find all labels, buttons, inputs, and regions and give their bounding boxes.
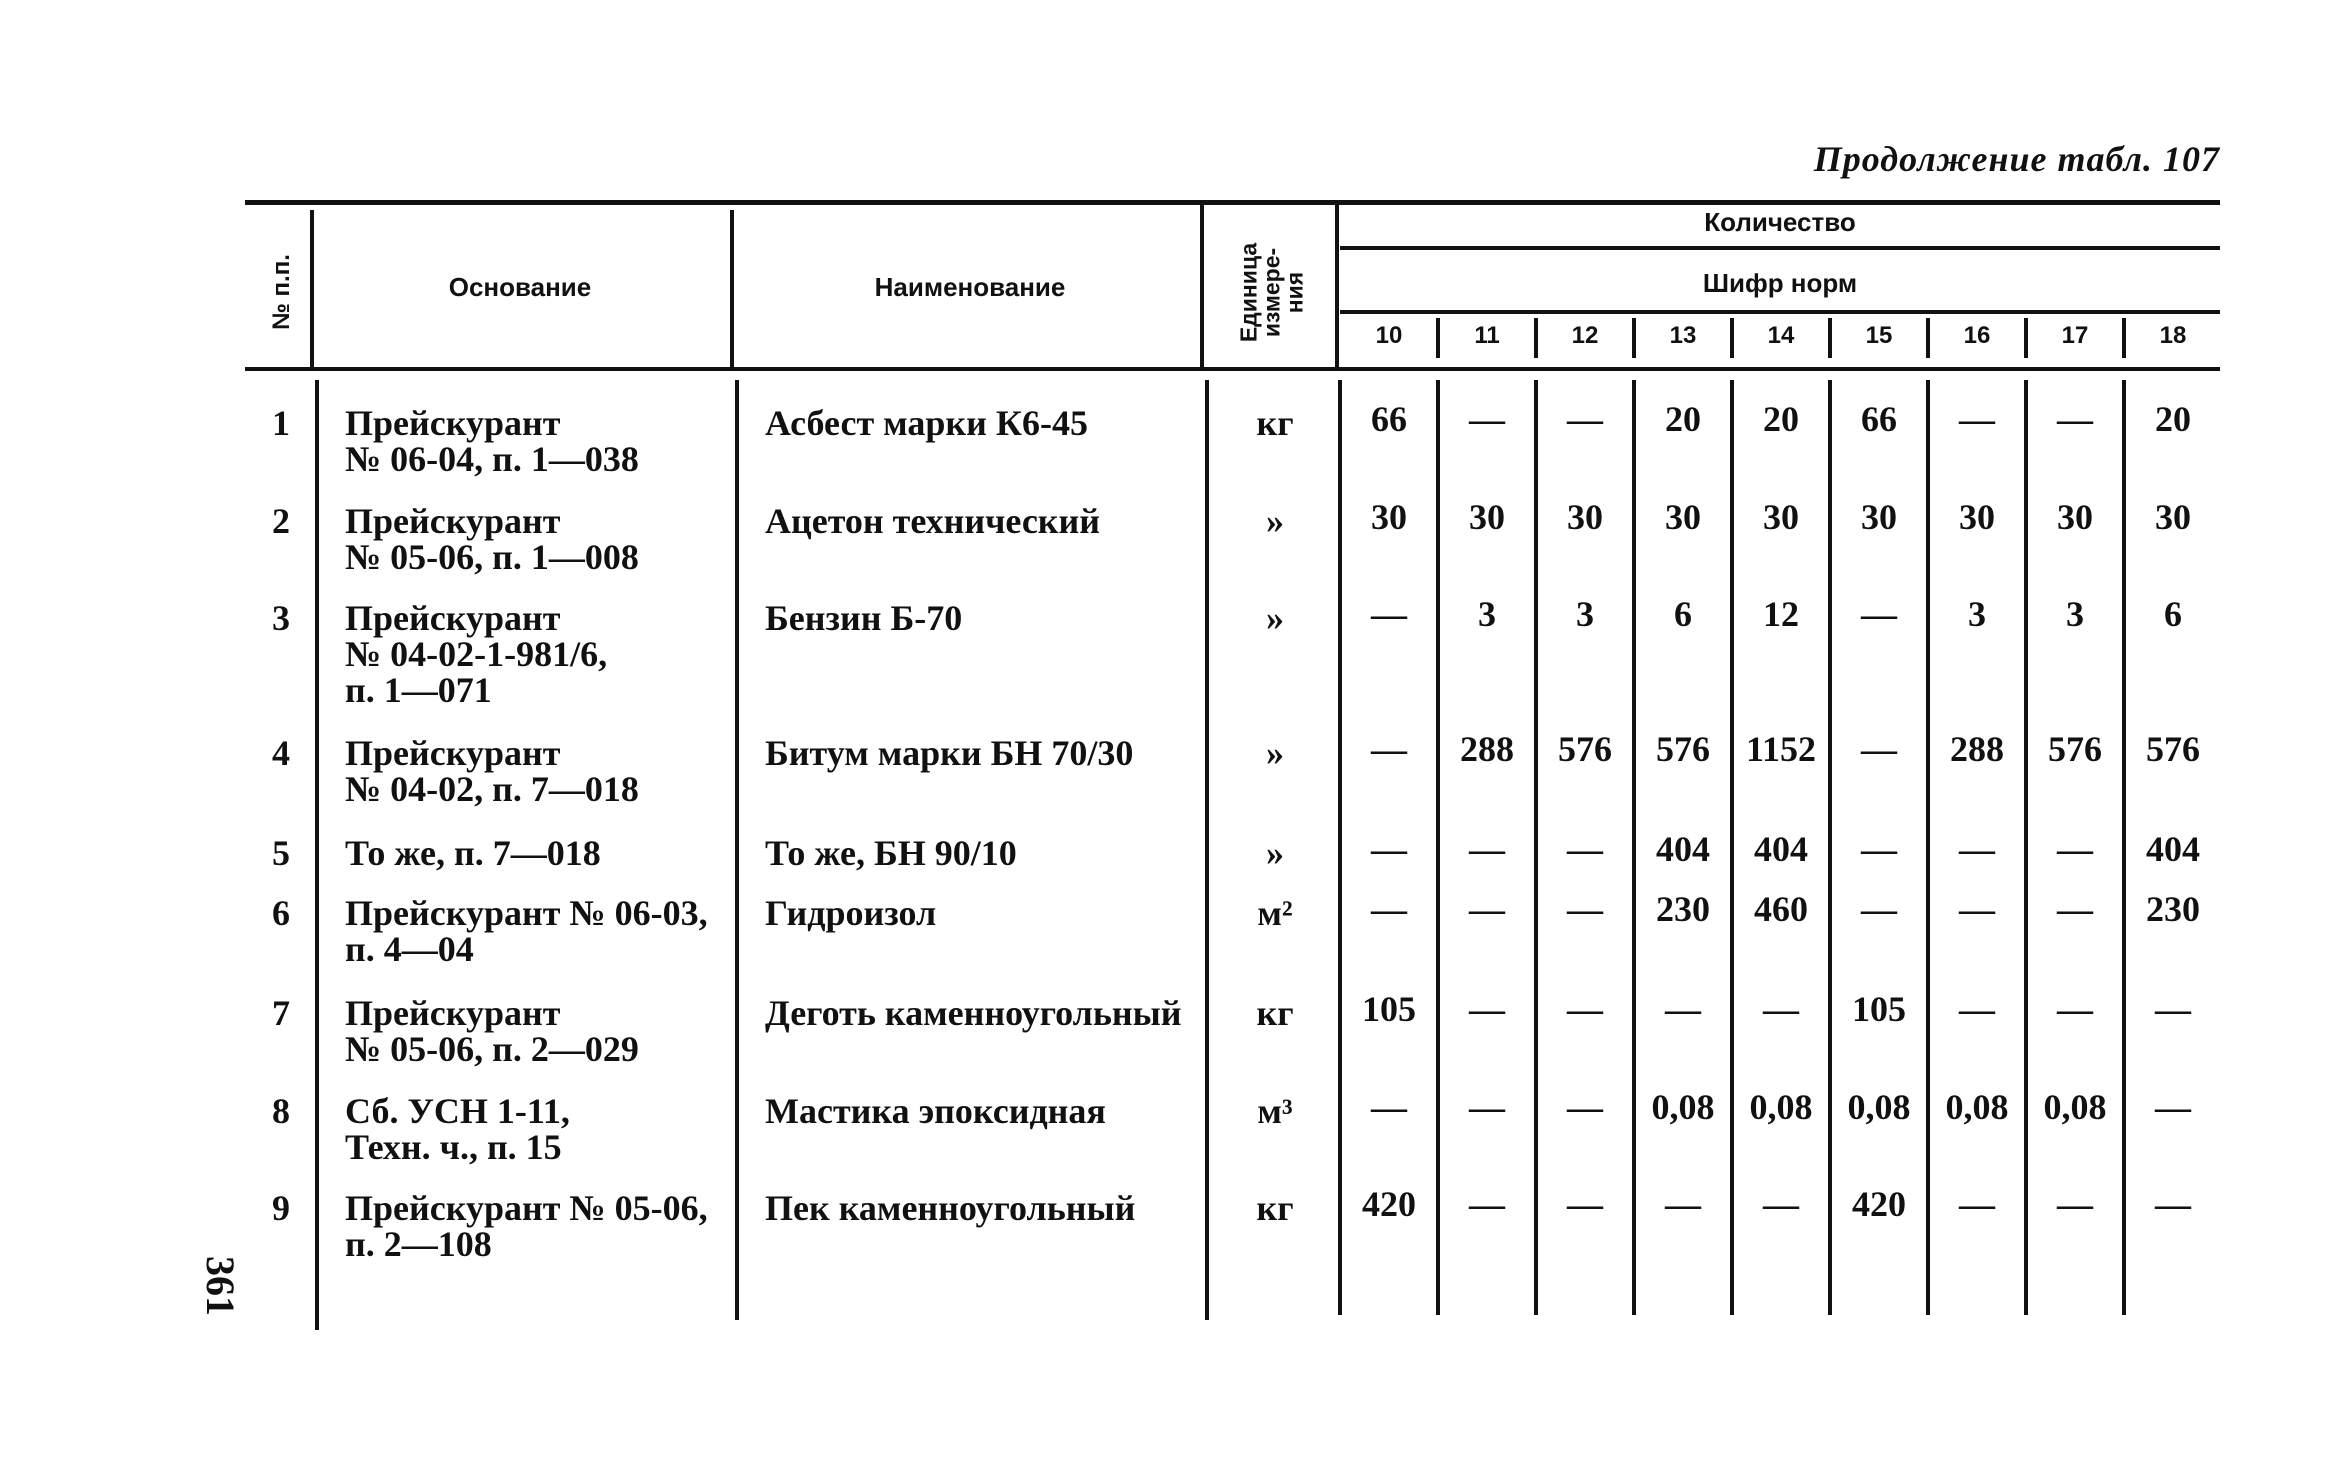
code-label-17: 17 <box>2061 322 2089 349</box>
row-basis: Прейскурант № 05-06, п. 2—029 <box>345 993 639 1069</box>
quantity-cell: — <box>1567 1087 1603 1127</box>
quantity-cell: — <box>1469 399 1505 439</box>
quantity-cell: 30 <box>2155 497 2191 537</box>
row-number: 6 <box>272 893 290 933</box>
code-label-15: 15 <box>1865 322 1893 349</box>
quantity-cell: 105 <box>1852 989 1906 1029</box>
row-basis: Прейскурант № 06-03, п. 4—04 <box>345 893 708 969</box>
code-label-14: 14 <box>1767 322 1795 349</box>
quantity-cell: 576 <box>1656 729 1710 769</box>
quantity-cell: — <box>1959 829 1995 869</box>
quantity-cell: — <box>2057 399 2093 439</box>
code-separator <box>1828 318 1832 358</box>
quantity-cell: — <box>1959 399 1995 439</box>
quantity-cell: 3 <box>2066 594 2084 634</box>
quantity-cell: 3 <box>1576 594 1594 634</box>
quantity-cell: 105 <box>1362 989 1416 1029</box>
quantity-cell: 30 <box>1763 497 1799 537</box>
quantity-cell: 0,08 <box>1651 1087 1715 1127</box>
quantity-cell: 0,08 <box>1749 1087 1813 1127</box>
quantity-cell: — <box>1469 989 1505 1029</box>
row-number: 4 <box>272 733 290 773</box>
row-name: Бензин Б-70 <box>765 598 963 638</box>
quantity-cell: — <box>1469 829 1505 869</box>
quantity-cell: 288 <box>1950 729 2004 769</box>
row-unit: » <box>1266 598 1284 638</box>
header-unit: Единица измере- ния <box>1235 242 1308 343</box>
quantity-cell: 3 <box>1478 594 1496 634</box>
code-separator <box>1926 318 1930 358</box>
header-name: Наименование <box>874 272 1066 302</box>
quantity-cell: 3 <box>1968 594 1986 634</box>
quantity-cell: 404 <box>2146 829 2200 869</box>
row-unit: » <box>1266 833 1284 873</box>
quantity-cell: 460 <box>1754 889 1808 929</box>
quantity-cell: 420 <box>1362 1184 1416 1224</box>
quantity-cell: — <box>1567 989 1603 1029</box>
quantity-cell: 30 <box>2057 497 2093 537</box>
quantity-cell: — <box>1861 889 1897 929</box>
quantity-cell: 6 <box>1674 594 1692 634</box>
row-name: Гидроизол <box>765 893 937 933</box>
row-basis: То же, п. 7—018 <box>345 833 601 873</box>
quantity-cell: — <box>1469 889 1505 929</box>
code-separator <box>2024 318 2028 358</box>
quantity-cell: 30 <box>1959 497 1995 537</box>
row-unit: м² <box>1257 893 1293 933</box>
quantity-cell: — <box>1959 1184 1995 1224</box>
quantity-cell: — <box>1959 989 1995 1029</box>
quantity-cell: 66 <box>1371 399 1407 439</box>
quantity-cell: 30 <box>1861 497 1897 537</box>
quantity-cell: — <box>1567 829 1603 869</box>
page-number: 361 <box>198 1256 243 1316</box>
quantity-cell: 20 <box>1763 399 1799 439</box>
row-basis: Прейскурант № 04-02, п. 7—018 <box>345 733 639 809</box>
row-name: Мастика эпоксидная <box>765 1091 1106 1131</box>
quantity-cell: — <box>1861 729 1897 769</box>
code-separator <box>2122 318 2126 358</box>
row-name: То же, БН 90/10 <box>765 833 1017 873</box>
row-name: Пек каменноугольный <box>765 1188 1136 1228</box>
quantity-cell: — <box>2057 1184 2093 1224</box>
quantity-cell: — <box>1959 889 1995 929</box>
quantity-cell: 576 <box>2146 729 2200 769</box>
quantity-cell: — <box>2155 1087 2191 1127</box>
quantity-cell: — <box>1371 889 1407 929</box>
row-number: 9 <box>272 1188 290 1228</box>
header-code: Шифр норм <box>1702 268 1858 298</box>
quantity-cell: — <box>1371 729 1407 769</box>
quantity-cell: 576 <box>1558 729 1612 769</box>
quantity-cell: — <box>2057 829 2093 869</box>
row-unit: » <box>1266 733 1284 773</box>
row-number: 5 <box>272 833 290 873</box>
quantity-cell: — <box>1665 1184 1701 1224</box>
quantity-cell: 576 <box>2048 729 2102 769</box>
row-unit: м³ <box>1257 1091 1293 1131</box>
quantity-cell: 30 <box>1469 497 1505 537</box>
code-label-13: 13 <box>1669 322 1697 349</box>
quantity-cell: — <box>1567 889 1603 929</box>
row-number: 3 <box>272 598 290 638</box>
quantity-cell: — <box>1763 989 1799 1029</box>
quantity-cell: 0,08 <box>2043 1087 2107 1127</box>
row-number: 2 <box>272 501 290 541</box>
row-unit: кг <box>1256 1188 1294 1228</box>
row-basis: Прейскурант № 05-06, п. 1—008 <box>345 501 639 577</box>
quantity-cell: — <box>1469 1184 1505 1224</box>
quantity-cell: 230 <box>1656 889 1710 929</box>
quantity-cell: — <box>1567 1184 1603 1224</box>
code-label-18: 18 <box>2159 322 2187 349</box>
quantity-cell: 30 <box>1665 497 1701 537</box>
quantity-cell: — <box>1469 1087 1505 1127</box>
row-name: Битум марки БН 70/30 <box>765 733 1134 773</box>
quantity-cell: 0,08 <box>1945 1087 2009 1127</box>
quantity-cell: — <box>1371 594 1407 634</box>
row-unit: кг <box>1256 403 1294 443</box>
code-label-12: 12 <box>1571 322 1599 349</box>
row-number: 8 <box>272 1091 290 1131</box>
quantity-cell: — <box>2057 889 2093 929</box>
code-label-10: 10 <box>1375 322 1403 349</box>
header-basis: Основание <box>448 272 592 302</box>
quantity-cell: 404 <box>1656 829 1710 869</box>
quantity-cell: 420 <box>1852 1184 1906 1224</box>
row-number: 1 <box>272 403 290 443</box>
quantity-cell: — <box>2155 1184 2191 1224</box>
quantity-cell: 20 <box>1665 399 1701 439</box>
quantity-cell: — <box>1665 989 1701 1029</box>
row-name: Асбест марки К6-45 <box>765 403 1088 443</box>
quantity-cell: — <box>1567 399 1603 439</box>
row-name: Деготь каменноугольный <box>765 993 1182 1033</box>
quantity-cell: — <box>1371 829 1407 869</box>
code-label-16: 16 <box>1963 322 1991 349</box>
quantity-cell: 66 <box>1861 399 1897 439</box>
quantity-cell: 20 <box>2155 399 2191 439</box>
quantity-cell: 12 <box>1763 594 1799 634</box>
row-name: Ацетон технический <box>765 501 1101 541</box>
row-unit: » <box>1266 501 1284 541</box>
row-basis: Прейскурант № 06-04, п. 1—038 <box>345 403 639 479</box>
row-number: 7 <box>272 993 290 1033</box>
row-unit: кг <box>1256 993 1294 1033</box>
quantity-cell: 30 <box>1567 497 1603 537</box>
quantity-cell: 288 <box>1460 729 1514 769</box>
quantity-cell: — <box>1763 1184 1799 1224</box>
header-quantity: Количество <box>1704 207 1856 237</box>
quantity-cell: — <box>1371 1087 1407 1127</box>
quantity-cell: 30 <box>1371 497 1407 537</box>
quantity-cell: 404 <box>1754 829 1808 869</box>
quantity-cell: 0,08 <box>1847 1087 1911 1127</box>
quantity-cell: — <box>2155 989 2191 1029</box>
quantity-cell: 1152 <box>1745 729 1816 769</box>
quantity-cell: — <box>1861 829 1897 869</box>
row-basis: Сб. УСН 1-11, Техн. ч., п. 15 <box>345 1091 570 1167</box>
table-caption: Продолжение табл. 107 <box>1813 139 2220 179</box>
row-basis: Прейскурант № 04-02-1-981/6, п. 1—071 <box>345 598 608 710</box>
quantity-cell: — <box>1861 594 1897 634</box>
row-basis: Прейскурант № 05-06, п. 2—108 <box>345 1188 708 1264</box>
quantity-cell: 6 <box>2164 594 2182 634</box>
code-label-11: 11 <box>1474 322 1500 349</box>
code-separator <box>1632 318 1636 358</box>
header-number: № п.п. <box>268 254 295 330</box>
quantity-cell: 230 <box>2146 889 2200 929</box>
code-separator <box>1730 318 1734 358</box>
code-separator <box>1436 318 1440 358</box>
code-separator <box>1534 318 1538 358</box>
quantity-cell: — <box>2057 989 2093 1029</box>
